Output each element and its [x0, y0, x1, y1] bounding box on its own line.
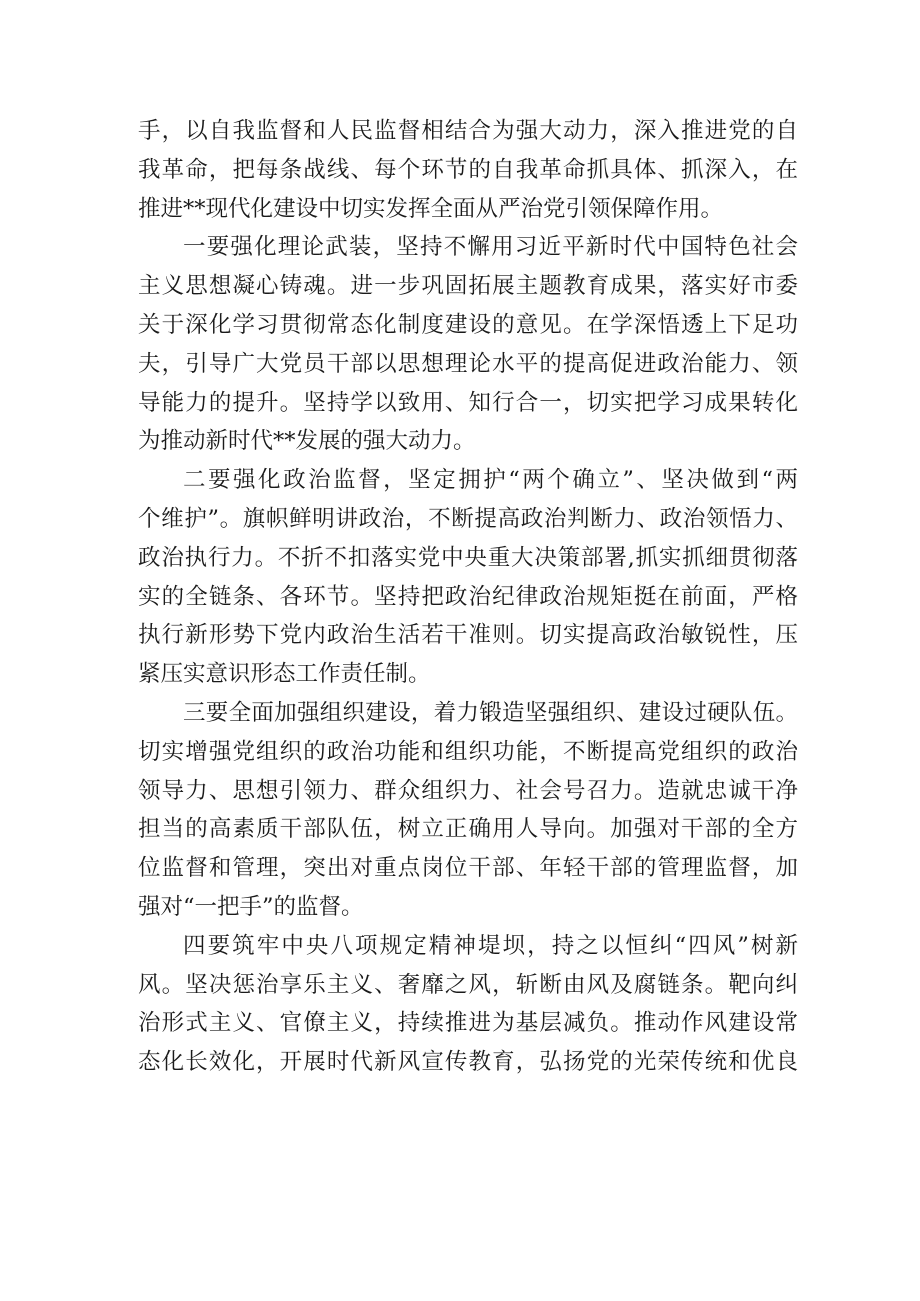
text-line: 夫，引导广大党员干部以思想理论水平的提高促进政治能力、领 [138, 350, 798, 377]
paragraph-continuation [138, 112, 798, 228]
paragraph-political-supervision [138, 461, 798, 694]
text-line: 主义思想凝心铸魂。进一步巩固拓展主题教育成果，落实好市委 [138, 273, 798, 300]
text-line: 风。坚决惩治享乐主义、奢靡之风，斩断由风及腐链条。靶向纠 [138, 971, 798, 998]
text-line: 二要强化政治监督，坚定拥护“两个确立”、坚决做到“两 [183, 467, 798, 494]
text-line: 我革命，把每条战线、每个环节的自我革命抓具体、抓深入，在 [138, 156, 798, 183]
text-line: 执行新形势下党内政治生活若干准则。切实提高政治敏锐性，压 [138, 622, 798, 649]
text-line: 一要强化理论武装，坚持不懈用习近平新时代中国特色社会 [183, 234, 798, 261]
text-line: 四要筑牢中央八项规定精神堤坝，持之以恒纠“四风”树新 [183, 932, 798, 959]
text-line: 治形式主义、官僚主义，持续推进为基层减负。推动作风建设常 [138, 1010, 798, 1037]
text-line: 担当的高素质干部队伍，树立正确用人导向。加强对干部的全方 [138, 816, 798, 843]
text-line: 手，以自我监督和人民监督相结合为强大动力，深入推进党的自 [138, 118, 798, 144]
text-line: 关于深化学习贯彻常态化制度建设的意见。在学深悟透上下足功 [138, 311, 798, 338]
text-line: 强对“一把手”的监督。 [138, 893, 364, 920]
document-body [138, 112, 798, 1082]
text-line: 实的全链条、各环节。坚持把政治纪律政治规矩挺在前面，严格 [138, 583, 798, 610]
text-line: 政治执行力。不折不扣落实党中央重大决策部署,抓实抓细贯彻落 [138, 544, 798, 571]
paragraph-theory [138, 228, 798, 461]
text-line: 导能力的提升。坚持学以致用、知行合一，切实把学习成果转化 [138, 389, 798, 416]
text-line: 三要全面加强组织建设，着力锻造坚强组织、建设过硬队伍。 [183, 699, 798, 726]
text-line: 切实增强党组织的政治功能和组织功能，不断提高党组织的政治 [138, 738, 798, 765]
text-line: 紧压实意识形态工作责任制。 [138, 661, 431, 688]
paragraph-organization [138, 694, 798, 927]
text-line: 推进**现代化建设中切实发挥全面从严治党引领保障作用。 [138, 195, 724, 222]
paragraph-eight-regulations [138, 927, 798, 1082]
text-line: 领导力、思想引领力、群众组织力、社会号召力。造就忠诚干净 [138, 777, 798, 804]
text-line: 为推动新时代**发展的强大动力。 [138, 428, 476, 455]
text-line: 个维护”。旗帜鲜明讲政治，不断提高政治判断力、政治领悟力、 [138, 505, 798, 532]
text-line: 位监督和管理，突出对重点岗位干部、年轻干部的管理监督，加 [138, 855, 798, 882]
text-line: 态化长效化，开展时代新风宣传教育，弘扬党的光荣传统和优良 [138, 1049, 798, 1076]
